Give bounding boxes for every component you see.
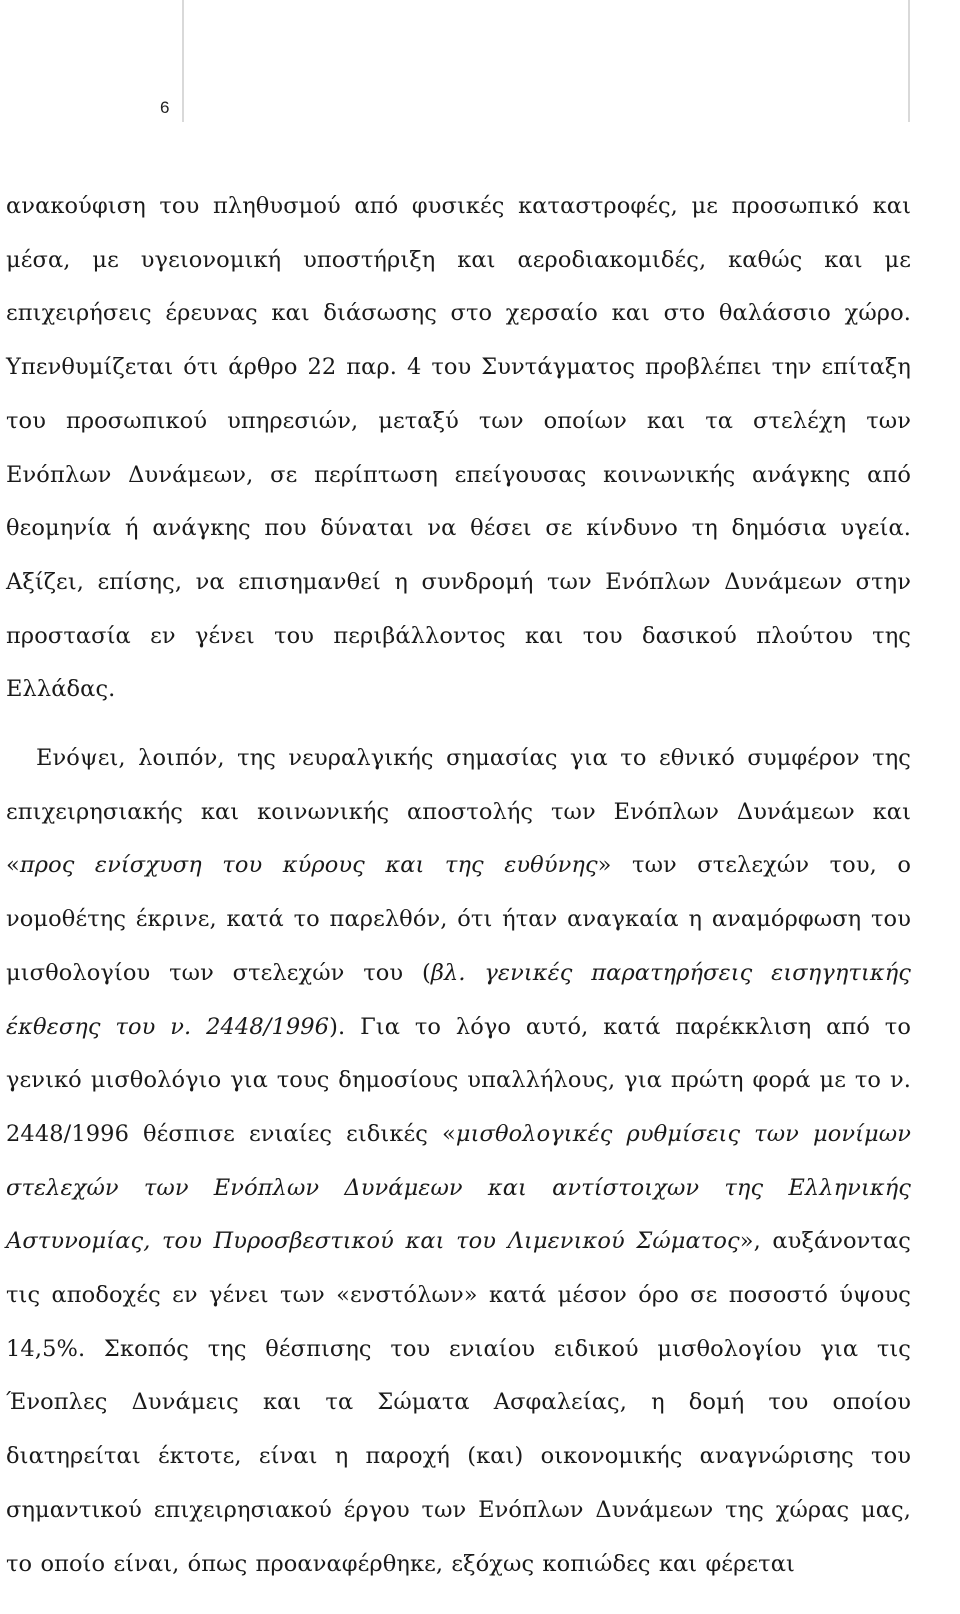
text-run: ). Για το λόγο αυτό, κατά παρέκκλιση από το γενικό μισθολόγιο για τους δημοσίους υπαλλήλους, για πρώτη φορά με το ν. 2448/1996 θέσπισε ενιαίες ειδικές « (6, 1013, 911, 1147)
header-rule-left (182, 0, 184, 122)
italic-text-run: μισθολογικές ρυθμίσεις των μονίμων στελεχών των Ενόπλων Δυνάμεων και αντίστοιχων της Ελληνικής Αστυνομίας, του Πυροσβεστικού και του Λιμενικού Σώματος (6, 1120, 911, 1255)
italic-text-run: προς ενίσχυση του κύρους και της ευθύνης (19, 852, 598, 879)
text-run: Ενόψει, λοιπόν, της νευραλγικής σημασίας για το εθνικό συμφέρον της επιχειρησιακής και κοινωνικής αποστολής των Ενόπλων Δυνάμεων και « (6, 745, 911, 879)
paragraph-1 (6, 180, 911, 717)
italic-text-run: βλ. γενικές παρατηρήσεις εισηγητικής έκθεσης του ν. 2448/1996 (6, 959, 912, 1040)
body-text (6, 180, 911, 1591)
paragraph-2 (6, 732, 911, 1591)
page-number: 6 (160, 98, 170, 117)
text-run: ανακούφιση του πληθυσμού από φυσικές καταστροφές, με προσωπικό και μέσα, με υγειονομική υποστήριξη και αεροδιακομιδές, καθώς και με επιχειρήσεις έρευνας και διάσωσης στο χερσαίο και στο θαλάσσιο χώρο. Υπενθυμίζεται ότι άρθρο 22 παρ. 4 του Συντάγματος προβλέπει την επίταξη του προσωπικού υπηρεσιών, μεταξύ των οποίων και τα στελέχη των Ενόπλων Δυνάμεων, σε περίπτωση επείγουσας κοινωνικής ανάγκης από θεομηνία ή ανάγκης που δύναται να θέσει σε κίνδυνο τη δημόσια υγεία. Αξίζει, επίσης, να επισημανθεί η συνδρομή των Ενόπλων Δυνάμεων στην προστασία εν γένει του περιβάλλοντος και του δασικού πλούτου της Ελλάδας. (6, 193, 911, 703)
text-run: », αυξάνοντας τις αποδοχές εν γένει των «ενστόλων» κατά μέσον όρο σε ποσοστό ύψους 14,5%. Σκοπός της θέσπισης του ενιαίου ειδικού μισθολογίου για τις Ένοπλες Δυνάμεις και τα Σώματα Ασφαλείας, η δομή του οποίου διατηρείται έκτοτε, είναι η παροχή (και) οικονομικής αναγνώρισης του σημαντικού επιχειρησιακού έργου των Ενόπλων Δυνάμεων της χώρας μας, το οποίο είναι, όπως προαναφέρθηκε, εξόχως κοπιώδες και φέρεται (6, 1228, 911, 1577)
text-run: » των στελεχών του, ο νομοθέτης έκρινε, κατά το παρελθόν, ότι ήταν αναγκαία η αναμόρφωση του μισθολογίου των στελεχών του ( (6, 852, 911, 986)
header-rule-right (908, 0, 910, 122)
